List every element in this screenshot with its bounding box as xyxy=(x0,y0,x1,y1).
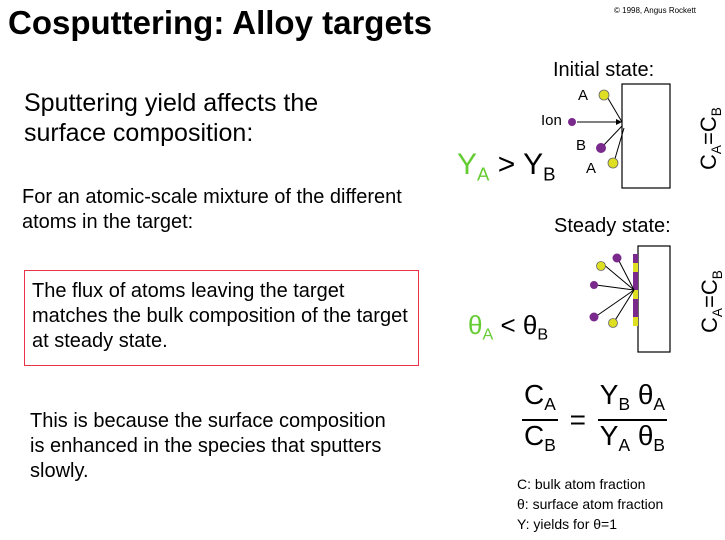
composition-formula xyxy=(522,380,667,460)
steady-state-heading: Steady state: xyxy=(554,215,671,237)
label-atom-b: B xyxy=(576,137,587,154)
yield-relation: $Y_A > Y_B$ xyxy=(457,148,556,185)
initial-state-heading: Initial state: xyxy=(553,59,655,81)
legend-item: Y: yields for θ=1 xyxy=(517,516,618,532)
label-atom-a-bottom: A xyxy=(586,160,597,177)
atom-a-path xyxy=(606,95,622,122)
initial-composition-label: $C_A=C_B$ xyxy=(696,107,724,170)
label-ion: Ion xyxy=(541,112,562,129)
sputtered-atom-b xyxy=(596,143,606,153)
paragraph-atomic-mixture: For an atomic-scale mixture of the different atoms in the target: xyxy=(22,186,402,233)
ion-ball xyxy=(568,118,576,126)
theta-relation: $\theta_A < \theta_B$ xyxy=(468,310,549,344)
steady-state-diagram xyxy=(590,246,671,352)
formula-lhs: $\frac{C_A}{C_B}$ xyxy=(524,379,556,456)
legend-item: θ: surface atom fraction xyxy=(517,496,664,512)
formula-equals: = xyxy=(569,404,586,436)
copyright: © 1998, Angus Rockett xyxy=(614,6,696,15)
page-title: Cosputtering: Alloy targets xyxy=(8,4,433,41)
label-atom-a-top: A xyxy=(578,87,589,104)
steady-target-block xyxy=(638,246,670,352)
sputtered-atom-a-bottom xyxy=(608,158,618,168)
paragraph-yield-affects: Sputtering yield affects the surface composition: xyxy=(24,89,319,147)
paragraph-surface-enhanced: This is because the surface composition is enhanced in the species that sputters slowly. xyxy=(30,410,386,482)
sputtered-atom-a-top xyxy=(599,90,609,100)
paragraph-flux-matches: The flux of atoms leaving the target matches the bulk composition of the target at steady state. xyxy=(32,280,408,352)
formula-legend xyxy=(517,474,663,534)
legend-item: C: bulk atom fraction xyxy=(517,476,646,492)
steady-composition-label: $C_A=C_B$ xyxy=(697,270,725,333)
initial-target-block xyxy=(622,84,670,188)
formula-rhs: $\frac{Y_B \theta_A}{Y_A \theta_B}$ xyxy=(599,379,665,456)
